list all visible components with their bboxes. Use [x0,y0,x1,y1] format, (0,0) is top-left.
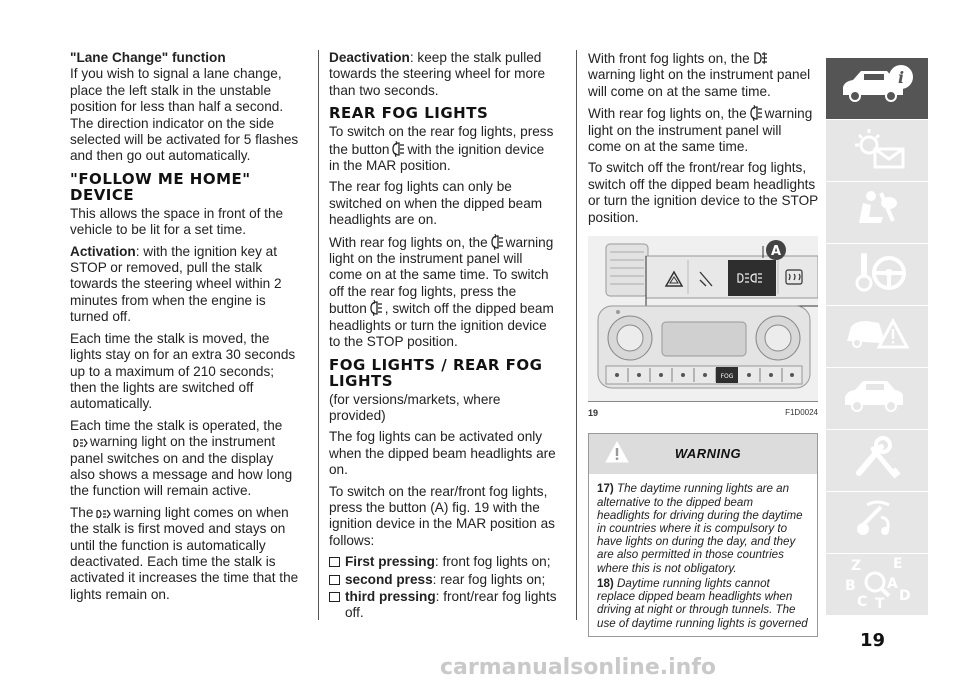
follow-me-text: This allows the space in front of the vehicle to be lit for a set time. [70,205,284,238]
activation-paragraph [70,244,300,326]
watermark: carmanualsonline.info [440,655,716,680]
column-3 [588,50,818,637]
sidebar-tab-emergency[interactable] [826,306,928,368]
list-item [329,589,557,622]
deactivation-text: : keep the stalk pulled towards the steering wheel for more than two seconds. [329,50,546,98]
index-letter: B [845,578,856,594]
list-item [329,554,557,570]
car-warning-triangle-icon [837,311,917,362]
warning-item-number: 17) [597,482,614,496]
follow-me-home-heading: "FOLLOW ME HOME" DEVICE [70,169,251,204]
sidebar-tab-multimedia[interactable] [826,492,928,554]
lane-change-heading: "Lane Change" function [70,50,226,65]
fog-activated-text: The fog lights can be activated only when the dipped beam headlights are on. [329,429,556,478]
key-steering-wheel-icon [837,249,917,300]
checkbox-icon [329,557,340,567]
rear-fog-on-paragraph [588,105,818,155]
each-time-text: Each time the stalk is moved, the lights stay on for an extra 30 seconds up to a maximum of 210 seconds; then the lights are switched off automatically. [70,330,296,412]
fog-lights-heading: FOG LIGHTS / REAR FOG LIGHTS [329,355,543,390]
front-fog-post: warning light on the instrument panel will come on at the same time. [588,67,811,99]
rear-fog-on-post: warning light on the instrument panel will come on at the same time. [588,106,813,155]
warning-box [588,433,818,636]
chapter-sidebar [826,58,928,616]
rear-on-pre: With rear fog lights on, the [329,234,488,250]
index-letter: E [893,556,903,572]
rear-fog-warning-icon [490,234,504,250]
figure-code: F1D0024 [785,408,818,418]
sidebar-tab-car-info[interactable] [826,58,928,120]
dashboard-illustration [588,236,818,401]
dashboard-figure [588,236,818,401]
car-service-icon [837,373,917,424]
multimedia-icon [837,497,917,548]
option-text: : rear fog lights on; [432,571,546,587]
column-2 [329,50,557,624]
rear-switch-paragraph [329,124,557,174]
seat-airbag-icon [837,187,917,238]
front-fog-pre: With front fog lights on, the [588,51,750,66]
index-letter: D [899,588,911,604]
rear-fog-warning-icon-2 [749,105,763,121]
index-letter: C [857,594,868,610]
switch-off-text: To switch off the front/rear fog lights, switch off the dipped beam headlights or turn the ignition device to the STOP position. [588,160,818,225]
sidebar-tab-technical-data[interactable] [826,430,928,492]
rear-fog-on-pre: With rear fog lights on, the [588,106,747,122]
fog-label: FOG [720,373,734,381]
lane-change-text: If you wish to signal a lane change, place the left stalk in the unstable position for less than half a second. The direction indicator on the side selected will be activated for 5 flashes and then go out automatically. [70,66,299,164]
warning-item-number: 18) [597,576,614,590]
operated-paragraph [70,418,300,500]
operated-pre: Each time the stalk is operated, the [70,417,283,433]
rear-on-mid: warning light on the instrument panel will come on at the same time. To switch off the rear fog lights, press the button [329,234,554,317]
the-post: warning light comes on when the stalk is first moved and stays on until the function is automatically deactivated. Each time the stalk is activated it increases the time that the lights remain on. [70,504,299,602]
column-divider-1 [318,50,319,620]
sidebar-tab-servicing[interactable] [826,368,928,430]
option-text: : front/rear fog lights off. [345,588,557,621]
column-divider-2 [576,50,577,620]
fog-options-list [329,554,557,622]
index-letter: T [875,596,885,610]
callout-label: A [770,244,782,260]
rear-fog-button-icon [369,300,383,316]
fog-switch-text: To switch on the rear/front fog lights, press the button (A) fig. 19 with the ignition device in the MAR position as follows: [329,483,555,548]
warning-item-text: The daytime running lights are an alternative to the dipped beam headlights for driving during the daytime in countries where it is compulsory to have lights on during the day, and they are also permitted in those countries where this is not obligatory. [597,482,803,575]
follow-me-home-warning-icon-2 [95,508,111,520]
sidebar-tab-starting-driving[interactable] [826,244,928,306]
the-pre: The [70,504,94,520]
fog-versions: (for versions/markets, where provided) [329,391,501,423]
activation-term: Activation [70,243,136,259]
warning-title: WARNING [674,446,742,462]
sidebar-tab-index[interactable] [826,554,928,616]
option-text: : front fog lights on; [434,554,551,570]
rear-on-paragraph [329,234,557,351]
warning-item [597,482,809,574]
warning-item-text: Daytime running lights cannot replace dipped beam headlights when driving at night or through tunnels. The use of daytime running lights is governed [597,576,808,630]
rear-switch-post: with the ignition device in the MAR position. [329,141,545,174]
activation-text: : with the ignition key at STOP or removed, pull the stalk towards the steering wheel within 2 minutes from when the engine is turned off. [70,243,282,325]
svg-text:i: i [897,68,905,87]
the-paragraph [70,505,300,603]
rear-fog-light-icon [391,141,405,157]
checkbox-icon [329,575,340,585]
deactivation-paragraph [329,50,557,99]
car-info-icon [837,63,917,114]
front-fog-warning-icon [752,50,770,66]
rear-on-post: , switch off the dipped beam headlights or turn the ignition device to the STOP position. [329,301,554,350]
figure-caption [588,401,818,421]
option-term: second press [345,571,433,587]
operated-post: warning light on the instrument panel switches on and the display also shows a message and how long the function will remain active. [70,434,293,499]
warning-lights-message-icon [837,125,917,176]
sidebar-tab-safety[interactable] [826,182,928,244]
column-1 [70,50,300,608]
tools-icon [837,435,917,486]
rear-fog-heading: REAR FOG LIGHTS [329,104,489,123]
follow-me-home-warning-icon [72,437,88,449]
index-letter: Z [851,558,862,574]
warning-body [589,474,817,635]
rear-switch-pre: To switch on the rear fog lights, press the button [329,124,554,157]
option-term: First pressing [345,554,435,570]
alphabetical-index-icon [837,554,917,615]
warning-header [589,434,817,474]
checkbox-icon [329,592,340,602]
sidebar-tab-warning-lights[interactable] [826,120,928,182]
front-fog-paragraph [588,50,818,100]
deactivation-term: Deactivation [329,50,410,65]
page-number: 19 [860,630,886,651]
warning-item [597,577,809,630]
option-term: third pressing [345,588,436,604]
figure-number: 19 [588,408,599,419]
warning-triangle-icon [605,441,629,467]
rear-only-text: The rear fog lights can only be switched on when the dipped beam headlights are on. [329,179,543,228]
list-item [329,572,557,588]
index-letter: A [887,576,898,592]
